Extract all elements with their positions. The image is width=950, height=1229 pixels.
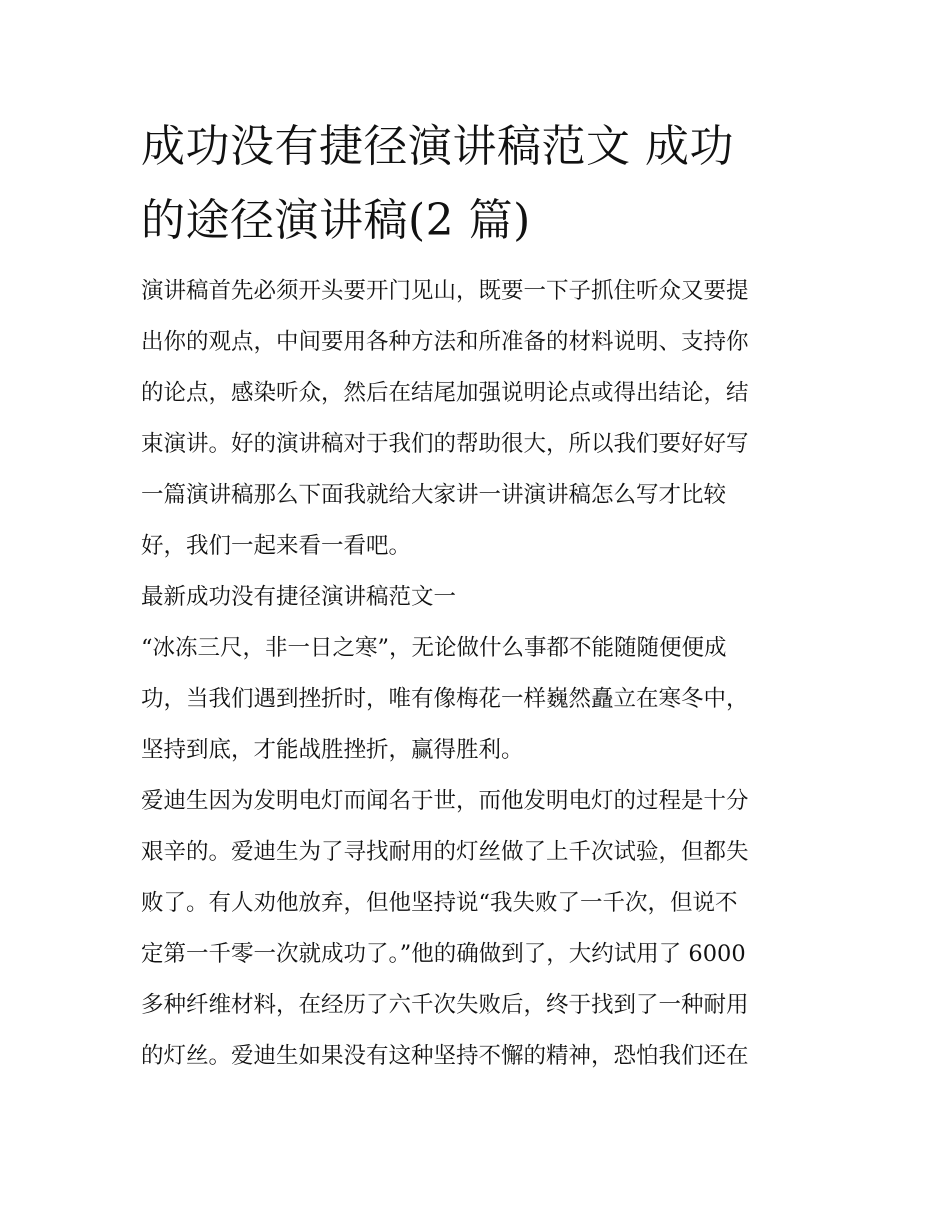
text-line: 出你的观点，中间要用各种方法和所准备的材料说明、支持你 bbox=[141, 329, 749, 355]
text-line: 的论点，感染听众，然后在结尾加强说明论点或得出结论，结 bbox=[141, 380, 749, 406]
title-line: 的途径演讲稿(2 篇) bbox=[141, 195, 531, 246]
text-line: 爱迪生因为发明电灯而闻名于世，而他发明电灯的过程是十分 bbox=[141, 788, 749, 814]
document-body bbox=[141, 110, 813, 1082]
text-line: 坚持到底，才能战胜挫折，赢得胜利。 bbox=[141, 737, 524, 763]
intro-paragraph bbox=[141, 266, 813, 572]
text-line: 多种纤维材料，在经历了六千次失败后，终于找到了一种耐用 bbox=[141, 992, 749, 1018]
text-line: 败了。有人劝他放弃，但他坚持说“我失败了一千次，但说不 bbox=[141, 890, 738, 916]
paragraph-2 bbox=[141, 776, 813, 1082]
text-line: 定第一千零一次就成功了。”他的确做到了，大约试用了 6000 bbox=[141, 941, 746, 967]
text-line: 一篇演讲稿那么下面我就给大家讲一讲演讲稿怎么写才比较 bbox=[141, 482, 727, 508]
text-line: 好，我们一起来看一看吧。 bbox=[141, 533, 412, 559]
document-title bbox=[141, 110, 813, 258]
text-line: 功，当我们遇到挫折时，唯有像梅花一样巍然矗立在寒冬中， bbox=[141, 686, 749, 712]
paragraph-1 bbox=[141, 623, 813, 776]
text-line: 束演讲。好的演讲稿对于我们的帮助很大，所以我们要好好写 bbox=[141, 431, 749, 457]
text-line: 的灯丝。爱迪生如果没有这种坚持不懈的精神，恐怕我们还在 bbox=[141, 1043, 749, 1069]
title-line: 成功没有捷径演讲稿范文 成功 bbox=[141, 121, 734, 172]
section-heading: 最新成功没有捷径演讲稿范文一 bbox=[141, 584, 457, 610]
text-line: 艰辛的。爱迪生为了寻找耐用的灯丝做了上千次试验，但都失 bbox=[141, 839, 749, 865]
text-line: “冰冻三尺，非一日之寒”，无论做什么事都不能随随便便成 bbox=[141, 635, 727, 661]
text-line: 演讲稿首先必须开头要开门见山，既要一下子抓住听众又要提 bbox=[141, 278, 749, 304]
